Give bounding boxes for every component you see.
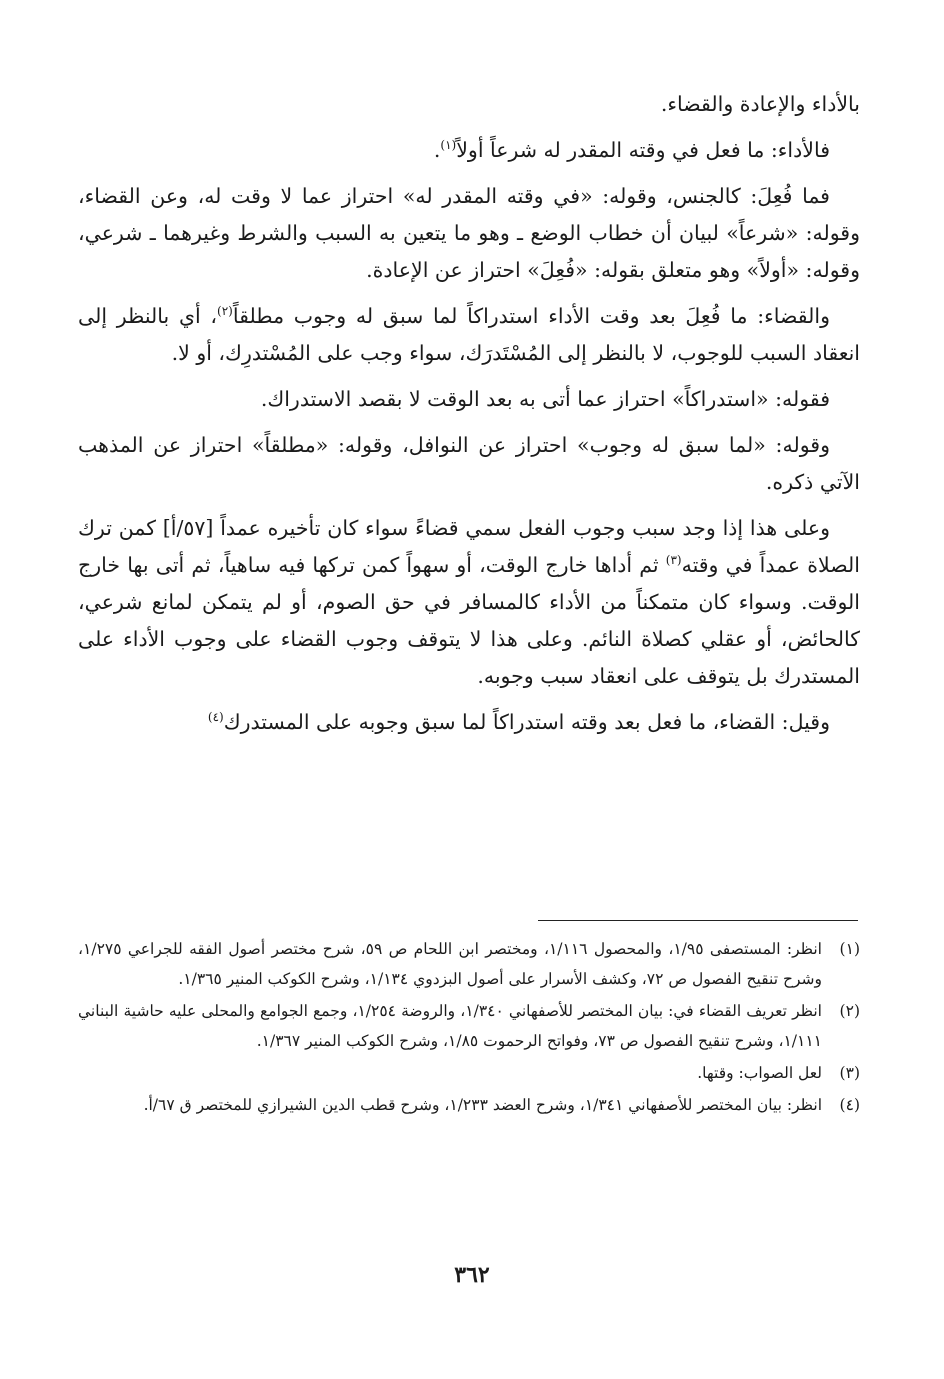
footnote-item <box>78 1058 860 1088</box>
paragraph <box>78 510 860 695</box>
paragraph-text: فالأداء: ما فعل في وقته المقدر له شرعاً أولاً <box>456 138 830 162</box>
paragraph-text: بالأداء والإعادة والقضاء. <box>660 92 860 116</box>
page-number: ٣٦٢ <box>454 1262 490 1288</box>
paragraph-text: فقوله: «استدراكاً» احتراز عما أتى به بعد الوقت لا بقصد الاستدراك. <box>260 387 830 411</box>
paragraph <box>78 704 860 741</box>
paragraph-text: فما فُعِلَ: كالجنس، وقوله: «في وقته المقدر له» احتراز عما لا وقت له، وعن القضاء، وقوله: «شرعاً» لبيان أن خطاب الوضع ـ وهو ما يتعين به السبب والشرط وغيرهما ـ شرعي، وقوله: «أولاً» وهو متعلق بقوله: «فُعِلَ» احتراز عن الإعادة. <box>78 184 860 282</box>
paragraph-text: وقوله: «لما سبق له وجوب» احتراز عن النوافل، وقوله: «مطلقاً» احتراز عن المذهب الآتي ذكره. <box>78 433 860 494</box>
footnote-text: انظر: بيان المختصر للأصفهاني ١/٣٤١، وشرح العضد ١/٢٣٣، وشرح قطب الدين الشيرازي للمختصر ق ٦٧/أ. <box>143 1096 822 1114</box>
footnote-item <box>78 996 860 1056</box>
footnote-ref: (٤) <box>207 710 224 725</box>
paragraph-text: وقيل: القضاء، ما فعل بعد وقته استدراكاً لما سبق وجوبه على المستدرك <box>223 710 830 734</box>
footnote-number: (٣) <box>839 1064 860 1082</box>
footnote-text: لعل الصواب: وقتها. <box>697 1064 822 1082</box>
footnote-ref: (٣) <box>665 553 682 568</box>
footnote-number: (٢) <box>839 1002 860 1020</box>
footnote-item <box>78 934 860 994</box>
footnote-ref: (١) <box>440 138 457 153</box>
paragraph <box>78 298 860 372</box>
footnote-number: (١) <box>839 940 860 958</box>
paragraph-text: . <box>433 138 441 162</box>
paragraph <box>78 86 860 123</box>
footnote-item <box>78 1090 860 1120</box>
paragraph <box>78 132 860 169</box>
paragraph <box>78 427 860 501</box>
footnote-ref: (٢) <box>217 304 233 319</box>
paragraph <box>78 178 860 289</box>
paragraph-text: ، أي بالنظر إلى انعقاد السبب للوجوب، لا بالنظر إلى المُسْتَدرَك، سواء وجب على المُسْتدرِك، أو لا. <box>78 304 860 365</box>
paragraph <box>78 381 860 418</box>
paragraph-text: وعلى هذا إذا وجد سبب وجوب الفعل سمي قضاءً سواء كان تأخيره عمداً [٥٧/أ] كمن ترك الصلاة عمداً في وقته <box>78 516 860 577</box>
footnotes <box>78 934 860 1122</box>
footnote-text: انظر تعريف القضاء في: بيان المختصر للأصفهاني ١/٣٤٠، والروضة ١/٢٥٤، وجمع الجوامع والمحلى عليه حاشية البناني ١/١١١، وشرح تنقيح الفصول ص ٧٣، وفواتح الرحموت ١/٨٥، وشرح الكوكب المنير ١/٣٦٧. <box>78 1002 822 1050</box>
main-text <box>78 86 860 750</box>
footnote-divider <box>538 920 858 921</box>
footnote-number: (٤) <box>839 1096 860 1114</box>
paragraph-text: والقضاء: ما فُعِلَ بعد وقت الأداء استدراكاً لما سبق له وجوب مطلقاً <box>232 304 830 328</box>
footnote-text: انظر: المستصفى ١/٩٥، والمحصول ١/١١٦، ومختصر ابن اللحام ص ٥٩، شرح مختصر أصول الفقه للجراعي ١/٢٧٥، وشرح تنقيح الفصول ص ٧٢، وكشف الأسرار على أصول البزدوي ١/١٣٤، وشرح الكوكب المنير ١/٣٦٥. <box>78 940 822 988</box>
paragraph-text: ثم أداها خارج الوقت، أو سهواً كمن تركها فيه ساهياً، ثم أتى بها خارج الوقت. وسواء كان متمكناً من الأداء كالمسافر في حق الصوم، أو لم يتمكن لمانع شرعي، كالحائض، أو عقلي كصلاة النائم. وعلى هذا لا يتوقف وجوب القضاء على وجوب الأداء على المستدرك بل يتوقف على انعقاد سبب وجوبه. <box>78 553 860 688</box>
